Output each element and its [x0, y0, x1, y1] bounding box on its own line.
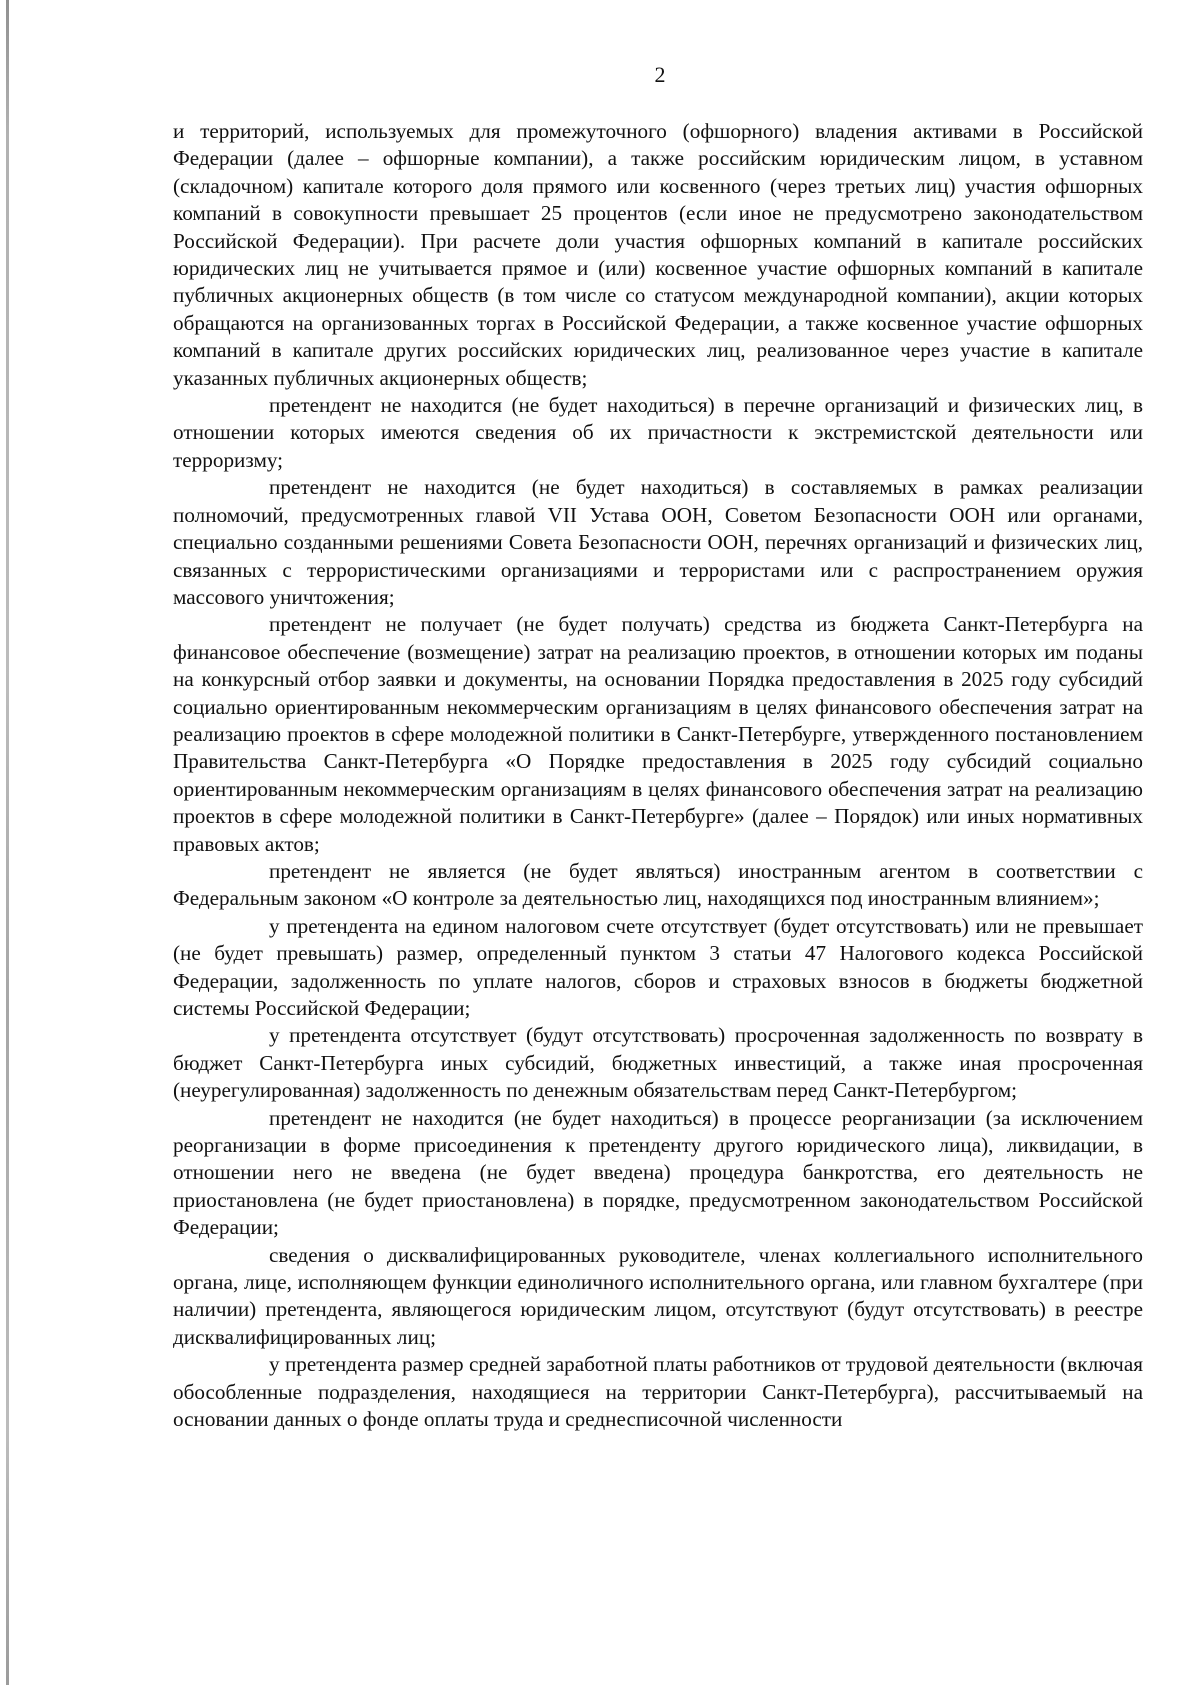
paragraph-disqualified-persons: сведения о дисквалифицированных руководителе, членах коллегиального исполнительного органа, лице, исполняющем функции единоличного исполнительного органа, или главном бухгалтере (при наличии) претендента, являющегося юридическим лицом, отсутствуют (будут отсутствовать) в реестре дисквалифицированных лиц; [173, 1242, 1143, 1349]
scan-edge-shadow [6, 0, 9, 1685]
paragraph-foreign-agent: претендент не является (не будет являться) иностранным агентом в соответствии с Федеральным законом «О контроле за деятельностью лиц, находящихся под иностранным влиянием»; [173, 858, 1143, 911]
paragraph-average-salary: у претендента размер средней заработной платы работников от трудовой деятельности (включая обособленные подразделения, находящиеся на территории Санкт-Петербурга), рассчитываемый на основании данных о фонде оплаты труда и среднесписочной численности [173, 1352, 1143, 1432]
paragraph-un-sanctions-list: претендент не находится (не будет находиться) в составляемых в рамках реализации полномочий, предусмотренных главой VII Устава ООН, Советом Безопасности ООН или органами, специально созданными решениями Совета Безопасности ООН, перечнях организаций и физических лиц, связанных с террористическими организациями и террористами или с распространением оружия массового уничтожения; [173, 475, 1143, 609]
paragraph-overdue-debt: у претендента отсутствует (будут отсутствовать) просроченная задолженность по возврату в бюджет Санкт-Петербурга иных субсидий, бюджетных инвестиций, а также иная просроченная (неурегулированная) задолженность по денежным обязательствам перед Санкт-Петербургом; [173, 1023, 1143, 1103]
paragraph-tax-debt: у претендента на едином налоговом счете отсутствует (будет отсутствовать) или не превышает (не будет превышать) размер, определенный пунктом 3 статьи 47 Налогового кодекса Российской Федерации, задолженность по уплате налогов, сборов и страховых взносов в бюджеты бюджетной системы Российской Федерации; [173, 913, 1143, 1020]
paragraph-extremism-list: претендент не находится (не будет находиться) в перечне организаций и физических лиц, в отношении которых имеются сведения об их причастности к экстремистской деятельности или терроризму; [173, 393, 1143, 472]
paragraph-offshore-companies: и территорий, используемых для промежуточного (офшорного) владения активами в Российской Федерации (далее – офшорные компании), а также российским юридическим лицом, в уставном (складочном) капитале которого доля прямого или косвенного (через третьих лиц) участия офшорных компаний в совокупности превышает 25 процентов (если иное не предусмотрено законодательством Российской Федерации). При расчете доли участия офшорных компаний в капитале российских юридических лиц не учитывается прямое и (или) косвенное участие офшорных компаний в капитале публичных акционерных обществ (в том числе со статусом международной компании), акции которых обращаются на организованных торгах в Российской Федерации, а также косвенное участие офшорных компаний в капитале других российских юридических лиц, реализованное через участие в капитале указанных публичных акционерных обществ; [173, 119, 1143, 390]
page-number: 2 [654, 62, 666, 87]
paragraph-reorganization: претендент не находится (не будет находиться) в процессе реорганизации (за исключением реорганизации в форме присоединения к претенденту другого юридического лица), ликвидации, в отношении него не введена (не будет введена) процедура банкротства, его деятельность не приостановлена (не будет приостановлена) в порядке, предусмотренном законодательством Российской Федерации; [173, 1105, 1143, 1240]
paragraph-budget-funds: претендент не получает (не будет получать) средства из бюджета Санкт-Петербурга на финансовое обеспечение (возмещение) затрат на реализацию проектов, в отношении которых им поданы на конкурсный отбор заявки и документы, на основании Порядка предоставления в 2025 году субсидий социально ориентированным некоммерческим организациям в целях финансового обеспечения затрат на реализацию проектов в сфере молодежной политики в Санкт-Петербурге, утвержденного постановлением Правительства Санкт-Петербурга «О Порядке предоставления в 2025 году субсидий социально ориентированным некоммерческим организациям в целях финансового обеспечения затрат на реализацию проектов в сфере молодежной политики в Санкт-Петербурге» (далее – Порядок) или иных нормативных правовых актов; [173, 612, 1143, 856]
document-body [173, 118, 1143, 1434]
